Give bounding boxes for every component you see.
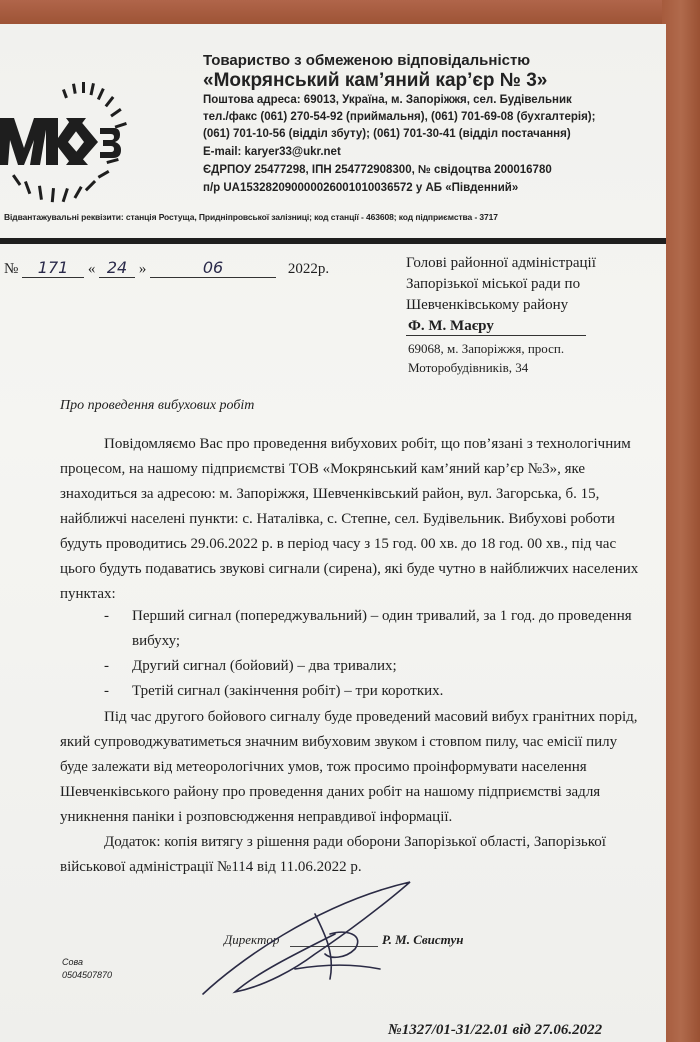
- outgoing-day: 24: [99, 258, 135, 278]
- company-logo-icon: [0, 70, 140, 230]
- background-wood-right: [662, 0, 700, 1042]
- signature-icon: [195, 874, 425, 1004]
- body-line: найближчі населені пункти: с. Наталівка, с. Степне, сел. Будівельник. Вибухові роботи: [60, 511, 615, 527]
- registry-codes: ЄДРПОУ 25477298, ІПН 254772908300, № свідоцтва 200016780: [203, 164, 552, 176]
- body-line: пунктах:: [60, 586, 116, 602]
- recipient-address-1: 69068, м. Запоріжжя, просп.: [408, 341, 565, 356]
- attachment-line-1: Додаток: копія витягу з рішення ради оборони Запорізької області, Запорізької: [104, 834, 606, 850]
- recipient-line-3: Шевченківському району: [406, 297, 569, 313]
- phones-line-1: тел./факс (061) 270-54-92 (приймальня), (061) 701-69-08 (бухгалтерія);: [203, 111, 596, 123]
- bullet-2: Другий сигнал (бойовий) – два тривалих;: [132, 658, 397, 674]
- body-line: буде залежати від метеорологічних умов, тож просимо проінформувати населення: [60, 759, 587, 775]
- incoming-registration-stamp: №1327/01-31/22.01 від 27.06.2022: [388, 1022, 603, 1038]
- outgoing-year-suffix: р.: [317, 261, 330, 277]
- bullet-dash: -: [104, 683, 109, 699]
- bullet-dash: -: [104, 608, 109, 624]
- phones-line-2: (061) 701-10-56 (відділ збуту); (061) 701-30-41 (відділ постачання): [203, 128, 571, 140]
- outgoing-month: 06: [150, 258, 276, 278]
- outgoing-number-line: № 171 « 24 » 06 2022р.: [4, 258, 330, 277]
- letter-subject: Про проведення вибухових робіт: [60, 398, 255, 413]
- signatory-name: Р. М. Свистун: [382, 932, 464, 947]
- postal-address: Поштова адреса: 69013, Україна, м. Запоріжжя, сел. Будівельник: [203, 94, 572, 106]
- company-type: Товариство з обмеженою відповідальністю: [203, 52, 531, 69]
- body-line: Під час другого бойового сигналу буде проведений масовий вибух гранітних порід,: [104, 709, 638, 725]
- recipient-line-2: Запорізької міської ради по: [406, 276, 581, 292]
- body-line: будуть проводитись 29.06.2022 р. в період часу з 15 год. 00 хв. до 18 год. 00 хв., під час: [60, 536, 617, 552]
- shipping-details: Відвантажувальні реквізити: станція Ростуща, Придніпровської залізниці; код станції - 463608; код підприємства - 3717: [4, 212, 498, 222]
- body-line: який супроводжуватиметься значним вибуховим звуком і стовпом пилу, час емісії пилу: [60, 734, 618, 750]
- bank-account: п/р UA153282090000026001010036572 у АБ «Південний»: [203, 182, 519, 194]
- outgoing-year: 2022: [287, 261, 318, 277]
- body-line: Повідомляємо Вас про проведення вибухових робіт, що пов’язані з технологічним: [104, 436, 631, 452]
- email: E-mail: karyer33@ukr.net: [203, 146, 341, 158]
- attachment-line-2: військової адміністрації №114 від 11.06.2022 р.: [60, 859, 362, 875]
- contact-phone: 0504507870: [62, 970, 113, 980]
- bullet-dash: -: [104, 658, 109, 674]
- contact-name: Сова: [62, 957, 84, 967]
- recipient-address-2: Моторобудівників, 34: [408, 360, 529, 375]
- body-line: процесом, на нашому підприємстві ТОВ «Мокрянський кам’яний кар’єр №3», яке: [60, 461, 586, 477]
- letter-sheet: [0, 24, 666, 1042]
- body-line: Шевченківського району про проведення даних робіт на нашому підприємстві задля: [60, 784, 601, 800]
- signatory-position: Директор: [224, 932, 280, 947]
- body-line: уникнення паніки і розповсюдження неправдивої інформації.: [60, 809, 453, 825]
- bullet-3: Третій сигнал (закінчення робіт) – три коротких.: [132, 683, 444, 699]
- outgoing-number: 171: [22, 258, 84, 278]
- recipient-line-1: Голові районної адміністрації: [406, 255, 596, 271]
- header-divider: [0, 238, 666, 244]
- bullet-1-line-1: Перший сигнал (попереджувальний) – один тривалий, за 1 год. до проведення: [132, 608, 632, 624]
- recipient-name: Ф. М. Маєру: [406, 318, 586, 336]
- body-line: цього будуть подаватись звукові сигнали (сирена), які буде чутно в найближчих населених: [60, 561, 639, 577]
- number-prefix: №: [4, 261, 19, 277]
- body-line: знаходиться за адресою: м. Запоріжжя, Шевченківський район, вул. Загорська, б. 15,: [60, 486, 600, 502]
- background-wood-top: [0, 0, 700, 26]
- company-name: «Мокрянський кам’яний кар’єр № 3»: [203, 70, 548, 91]
- bullet-1-line-2: вибуху;: [132, 633, 181, 649]
